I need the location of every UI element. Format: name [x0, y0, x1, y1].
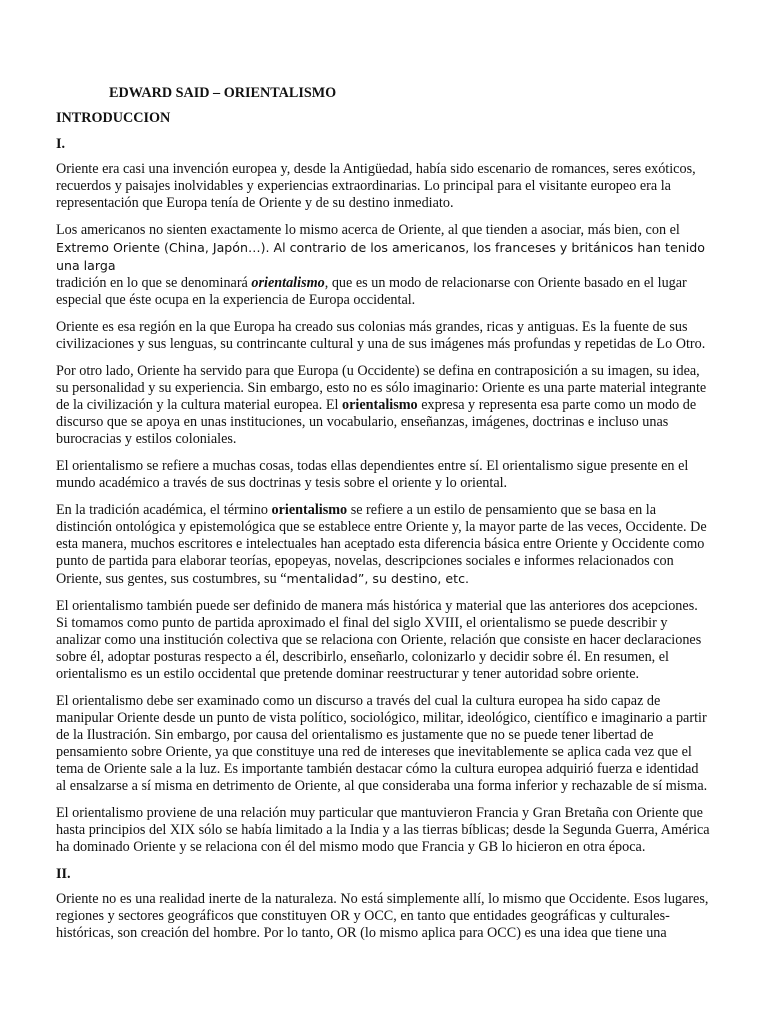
paragraph [56, 502, 710, 588]
emphasis-term: orientalismo [251, 275, 325, 291]
intro-heading: INTRODUCCION [56, 110, 171, 126]
emphasis-term: orientalismo [271, 502, 348, 518]
paragraph-text: mentalidad”, su destino, etc. [286, 571, 469, 586]
paragraph [56, 222, 710, 309]
paragraph-text: Por otro lado, Oriente ha servido para que Europa (u Occidente) se defina en contraposición a su imagen, su idea, su personalidad y su experiencia. Sin embargo, esto no es sólo imaginario: Oriente es una parte material integrante de la civilización y la cultura material europea. El [56, 363, 707, 413]
paragraph: Oriente no es una realidad inerte de la naturaleza. No está simplemente allí, lo mismo que Occidente. Esos lugares, regiones y sectores geográficos que constituyen OR y OCC, en tanto que entidades geográficas y culturales-históricas, son creación del hombre. Por lo tanto, OR (lo mismo aplica para OCC) es una idea que tiene una [56, 891, 709, 941]
paragraph-text: Extremo Oriente (China, Japón…). Al contrario de los americanos, los franceses y británicos han tenido una larga [56, 240, 705, 273]
paragraph-text: En la tradición académica, el término [56, 502, 268, 518]
paragraph: Oriente era casi una invención europea y, desde la Antigüedad, había sido escenario de romances, seres exóticos, recuerdos y paisajes inolvidables y experiencias extraordinarias. Lo principal para el visitante europeo era la representación que Europa tenía de Oriente y de su destino inmediato. [56, 161, 696, 211]
paragraph-text: expresa y representa esa parte como un modo de discurso que se apoya en unas instituciones, un vocabulario, enseñanzas, imágenes, doctrinas e incluso unas burocracias y estilos coloniales. [56, 397, 697, 447]
paragraph [56, 363, 710, 448]
section-heading-1: I. [56, 136, 66, 152]
document-title: EDWARD SAID – ORIENTALISMO [109, 85, 337, 101]
paragraph-text: Los americanos no sienten exactamente lo mismo acerca de Oriente, al que tienden a asociar, más bien, con el [56, 222, 680, 238]
paragraph-text: , que es un modo de relacionarse con Oriente basado en el lugar especial que éste ocupa en la experiencia de Europa occidental. [56, 275, 687, 308]
paragraph: El orientalismo proviene de una relación muy particular que mantuvieron Francia y Gran Bretaña con Oriente que hasta principios del XIX sólo se había limitado a la India y a las tierras bíblicas; desde la Segunda Guerra, América ha dominado Oriente y se relaciona con él del mismo modo que Francia y GB lo hicieron en otra época. [56, 805, 710, 855]
paragraph: El orientalismo también puede ser definido de manera más histórica y material que las anteriores dos acepciones. Si tomamos como punto de partida aproximado el final del siglo XVIII, el orientalismo se puede describir y analizar como una institución colectiva que se relaciona con Oriente, relación que consiste en hacer declaraciones sobre él, adoptar posturas respecto a él, describirlo, enseñarlo, colonizarlo y decidir sobre él. En resumen, el orientalismo es un estilo occidental que pretende dominar reestructurar y tener autoridad sobre oriente. [56, 598, 702, 682]
emphasis-term: orientalismo [341, 397, 418, 413]
paragraph: El orientalismo se refiere a muchas cosas, todas ellas dependientes entre sí. El orientalismo sigue presente en el mundo académico a través de sus doctrinas y tesis sobre el oriente y lo oriental. [56, 458, 689, 491]
paragraph-text: se refiere a un estilo de pensamiento que se basa en la distinción ontológica y epistemológica que se establece entre Oriente y, la mayor parte de las veces, Occidente. De esta manera, muchos escritores e intelectuales han aceptado esta diferencia básica entre Oriente y Occidente como punto de partida para elaborar teorías, epopeyas, novelas, descripciones sociales e informes relacionados con Oriente, sus gentes, sus costumbres, su “ [56, 502, 707, 587]
paragraph: Oriente es esa región en la que Europa ha creado sus colonias más grandes, ricas y antiguas. Es la fuente de sus civilizaciones y sus lenguas, su contrincante cultural y una de sus imágenes más profundas y repetidas de Lo Otro. [56, 319, 706, 352]
section-heading-2: II. [56, 866, 71, 882]
paragraph-text: tradición en lo que se denominará [56, 275, 248, 291]
paragraph: El orientalismo debe ser examinado como un discurso a través del cual la cultura europea ha sido capaz de manipular Oriente desde un punto de vista político, sociológico, militar, ideológico, científico e imaginario a partir de la Ilustración. Sin embargo, por causa del orientalismo es justamente que no se puede tener libertad de pensamiento sobre Oriente, ya que constituye una red de intereses que inevitablemente se aplica cada vez que el tema de Oriente sale a la luz. Es importante también destacar cómo la cultura europea adquirió fuerza e identidad al ensalzarse a sí misma en detrimento de Oriente, al que consideraba una forma inferior y rechazable de sí misma. [56, 693, 708, 794]
